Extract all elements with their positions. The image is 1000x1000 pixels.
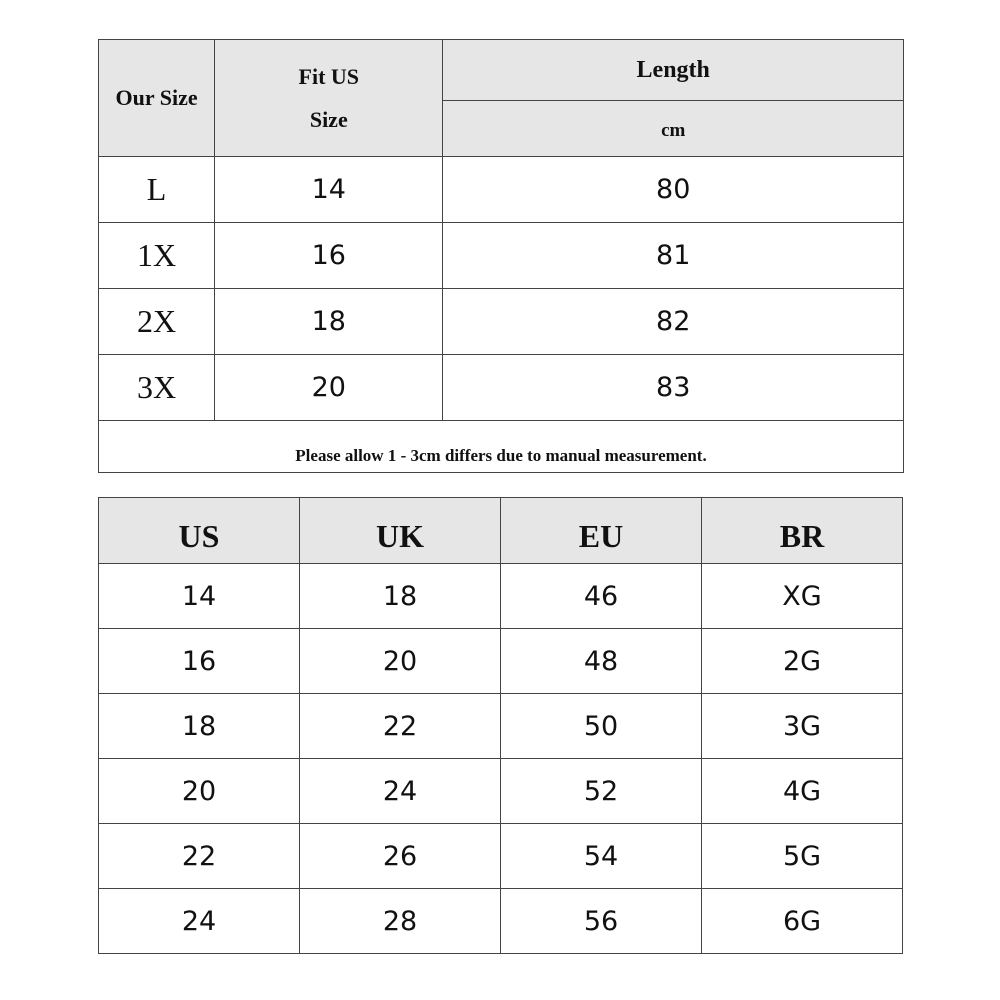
br-cell: 2G	[702, 629, 903, 694]
eu-cell: 46	[501, 564, 702, 629]
uk-cell: 18	[300, 564, 501, 629]
br-cell: 6G	[702, 889, 903, 954]
table-row	[99, 157, 904, 223]
us-cell: 22	[99, 824, 300, 889]
us-cell: 18	[99, 694, 300, 759]
length-cell: 83	[443, 355, 904, 421]
fit-us-size-header	[215, 40, 443, 157]
table-row	[99, 564, 903, 629]
us-cell: 24	[99, 889, 300, 954]
fit-us-cell: 20	[215, 355, 443, 421]
table-row	[99, 889, 903, 954]
uk-cell: 22	[300, 694, 501, 759]
our-size-cell: 2X	[99, 289, 215, 355]
br-cell: XG	[702, 564, 903, 629]
length-cell: 81	[443, 223, 904, 289]
table-row	[99, 824, 903, 889]
us-header: US	[99, 498, 300, 564]
eu-cell: 52	[501, 759, 702, 824]
our-size-cell: 1X	[99, 223, 215, 289]
eu-cell: 54	[501, 824, 702, 889]
our-size-header: Our Size	[99, 40, 215, 157]
our-size-cell: 3X	[99, 355, 215, 421]
uk-cell: 24	[300, 759, 501, 824]
eu-cell: 50	[501, 694, 702, 759]
length-unit-header: cm	[443, 101, 904, 157]
br-cell: 4G	[702, 759, 903, 824]
us-cell: 20	[99, 759, 300, 824]
size-length-table	[98, 39, 904, 473]
table-header-row	[99, 40, 904, 101]
us-cell: 14	[99, 564, 300, 629]
eu-cell: 48	[501, 629, 702, 694]
br-cell: 5G	[702, 824, 903, 889]
fit-us-cell: 18	[215, 289, 443, 355]
uk-cell: 20	[300, 629, 501, 694]
length-cell: 80	[443, 157, 904, 223]
fit-us-cell: 16	[215, 223, 443, 289]
measurement-note: Please allow 1 - 3cm differs due to manual measurement.	[99, 421, 904, 473]
note-row	[99, 421, 904, 473]
fit-us-header-line2: Size	[309, 107, 348, 132]
br-cell: 3G	[702, 694, 903, 759]
length-header: Length	[443, 40, 904, 101]
uk-header: UK	[300, 498, 501, 564]
br-header: BR	[702, 498, 903, 564]
length-cell: 82	[443, 289, 904, 355]
table-row	[99, 629, 903, 694]
eu-cell: 56	[501, 889, 702, 954]
us-cell: 16	[99, 629, 300, 694]
table-row	[99, 223, 904, 289]
table-row	[99, 355, 904, 421]
uk-cell: 28	[300, 889, 501, 954]
table-row	[99, 759, 903, 824]
table-row	[99, 694, 903, 759]
uk-cell: 26	[300, 824, 501, 889]
table-row	[99, 289, 904, 355]
eu-header: EU	[501, 498, 702, 564]
fit-us-cell: 14	[215, 157, 443, 223]
fit-us-header-line1: Fit US	[298, 64, 360, 89]
our-size-cell: L	[99, 157, 215, 223]
size-conversion-table	[98, 497, 903, 954]
table-header-row	[99, 498, 903, 564]
